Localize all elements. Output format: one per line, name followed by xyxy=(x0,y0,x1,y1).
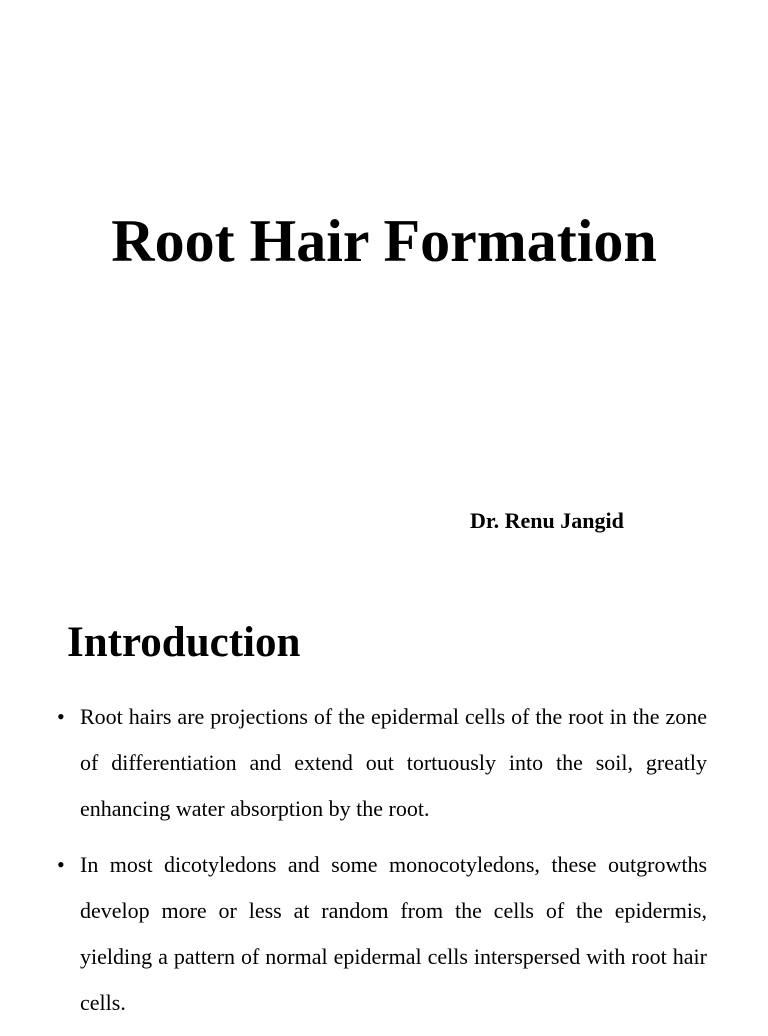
bullet-text: Root hairs are projections of the epidermal cells of the root in the zone of differentiation and extend out tortuously into the soil, greatly enhancing water absorption by the root. xyxy=(80,704,707,821)
bullet-icon: • xyxy=(57,704,65,729)
section-heading-introduction: Introduction xyxy=(67,619,301,666)
bullet-item xyxy=(57,842,707,1026)
bullet-text: In most dicotyledons and some monocotyledons, these outgrowths develop more or less at random from the cells of the epidermis, yielding a pattern of normal epidermal cells interspersed with root hair cells. xyxy=(80,852,707,1015)
bullet-icon: • xyxy=(57,852,65,877)
bullet-list xyxy=(57,694,707,1036)
slide-title: Root Hair Formation xyxy=(111,208,657,274)
author-name: Dr. Renu Jangid xyxy=(470,508,624,533)
bullet-item xyxy=(57,694,707,832)
